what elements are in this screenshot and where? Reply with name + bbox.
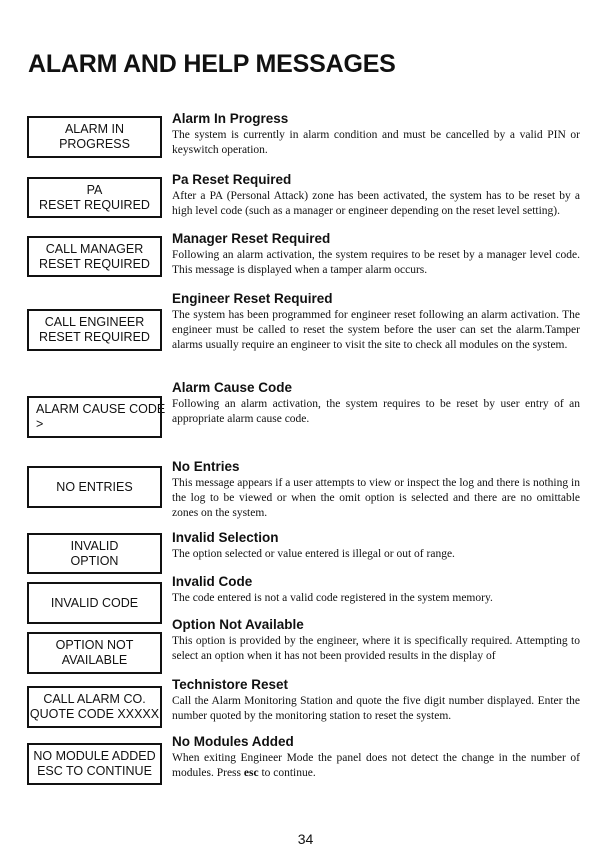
- lcd-display-box: [27, 466, 162, 508]
- lcd-display-box: [27, 236, 162, 277]
- lcd-display-box: [27, 396, 166, 438]
- display-line: PROGRESS: [59, 137, 130, 151]
- description-text: to continue.: [258, 767, 316, 780]
- message-heading: Manager Reset Required: [172, 231, 331, 246]
- lcd-display-box: [27, 116, 162, 158]
- message-heading: Invalid Selection: [172, 530, 279, 545]
- display-line: CALL ENGINEER: [44, 315, 145, 329]
- message-description: The system has been programmed for engineer reset following an alarm activation. The engineer must be called to reset the system before the user can set the alarm.Tamper alarms usually require an engineer to visit the site to check all modules on the system.: [172, 309, 580, 352]
- lcd-display-box: [27, 177, 162, 218]
- message-entry: [172, 171, 580, 219]
- display-line: QUOTE CODE XXXXX: [29, 707, 160, 721]
- message-entry: [172, 733, 580, 781]
- message-description: The system is currently in alarm condition and must be cancelled by a valid PIN or keyswitch operation.: [172, 129, 580, 157]
- message-heading: Alarm Cause Code: [172, 380, 293, 395]
- display-line: OPTION NOT: [55, 638, 134, 652]
- message-entry: [172, 290, 580, 354]
- lcd-display-box: [27, 309, 162, 351]
- message-description: Call the Alarm Monitoring Station and quote the five digit number displayed. Enter the number quoted by the monitoring station to reset the system.: [172, 695, 580, 723]
- message-description: This option is provided by the engineer, where it is specifically required. Attempting to select an option when it has not been provided results in the display of: [172, 635, 580, 663]
- message-heading: Option Not Available: [172, 617, 304, 632]
- key-name: esc: [243, 767, 259, 780]
- display-line: RESET REQUIRED: [39, 256, 150, 271]
- display-line: CALL MANAGER: [45, 241, 144, 256]
- message-heading: Technistore Reset: [172, 677, 289, 692]
- message-heading: Engineer Reset Required: [172, 291, 333, 306]
- display-line: AVAILABLE: [61, 653, 128, 667]
- message-heading: No Modules Added: [172, 734, 294, 749]
- display-line: RESET REQUIRED: [39, 330, 150, 344]
- message-description: This message appears if a user attempts to view or inspect the log and there is nothing in the log to be viewed or when the omit option is selected and there are no omittable zones on the system.: [172, 477, 580, 520]
- message-entry: [172, 230, 580, 278]
- display-line: PA: [86, 182, 103, 197]
- display-line: ALARM CAUSE CODE: [36, 402, 166, 416]
- message-entry: [172, 379, 580, 427]
- display-line: NO ENTRIES: [56, 479, 133, 494]
- display-line: RESET REQUIRED: [39, 197, 150, 212]
- message-description: The option selected or value entered is illegal or out of range.: [172, 548, 455, 560]
- description-text: When exiting Engineer Mode the panel does not detect the change in the number of modules. Press: [172, 752, 580, 780]
- lcd-display-box: [27, 582, 162, 624]
- message-description: After a PA (Personal Attack) zone has been activated, the system has to be reset by a high level code (such as a manager or engineer depending on the reset level setting).: [172, 190, 580, 218]
- message-entry: [172, 616, 580, 664]
- display-line: CALL ALARM CO.: [43, 692, 146, 706]
- message-description: Following an alarm activation, the system requires to be reset by user entry of an appropriate alarm cause code.: [172, 398, 580, 426]
- display-line: ESC TO CONTINUE: [37, 764, 152, 778]
- page-title: ALARM AND HELP MESSAGES: [28, 50, 396, 78]
- lcd-display-box: [27, 632, 162, 674]
- message-description: Following an alarm activation, the system requires to be reset by a manager level code. This message is displayed when a tamper alarm occurs.: [172, 249, 580, 277]
- display-line: INVALID CODE: [50, 595, 139, 610]
- display-line: ALARM IN: [64, 122, 125, 136]
- message-heading: Alarm In Progress: [172, 111, 289, 126]
- message-heading: Invalid Code: [172, 574, 253, 589]
- display-line: >: [36, 417, 44, 431]
- display-line: NO MODULE ADDED: [33, 749, 156, 763]
- message-heading: Pa Reset Required: [172, 172, 292, 187]
- display-line: INVALID: [70, 538, 119, 553]
- lcd-display-box: [27, 743, 162, 785]
- message-description: The code entered is not a valid code registered in the system memory.: [172, 592, 493, 604]
- message-entry: [172, 110, 580, 158]
- message-entry: [172, 573, 580, 606]
- message-entry: [172, 529, 580, 562]
- page-number: 34: [297, 831, 314, 847]
- message-heading: No Entries: [172, 459, 240, 474]
- lcd-display-box: [27, 686, 162, 728]
- message-entry: [172, 458, 580, 522]
- message-entry: [172, 676, 580, 724]
- lcd-display-box: [27, 533, 162, 574]
- message-description: [172, 751, 580, 781]
- display-line: OPTION: [70, 553, 119, 568]
